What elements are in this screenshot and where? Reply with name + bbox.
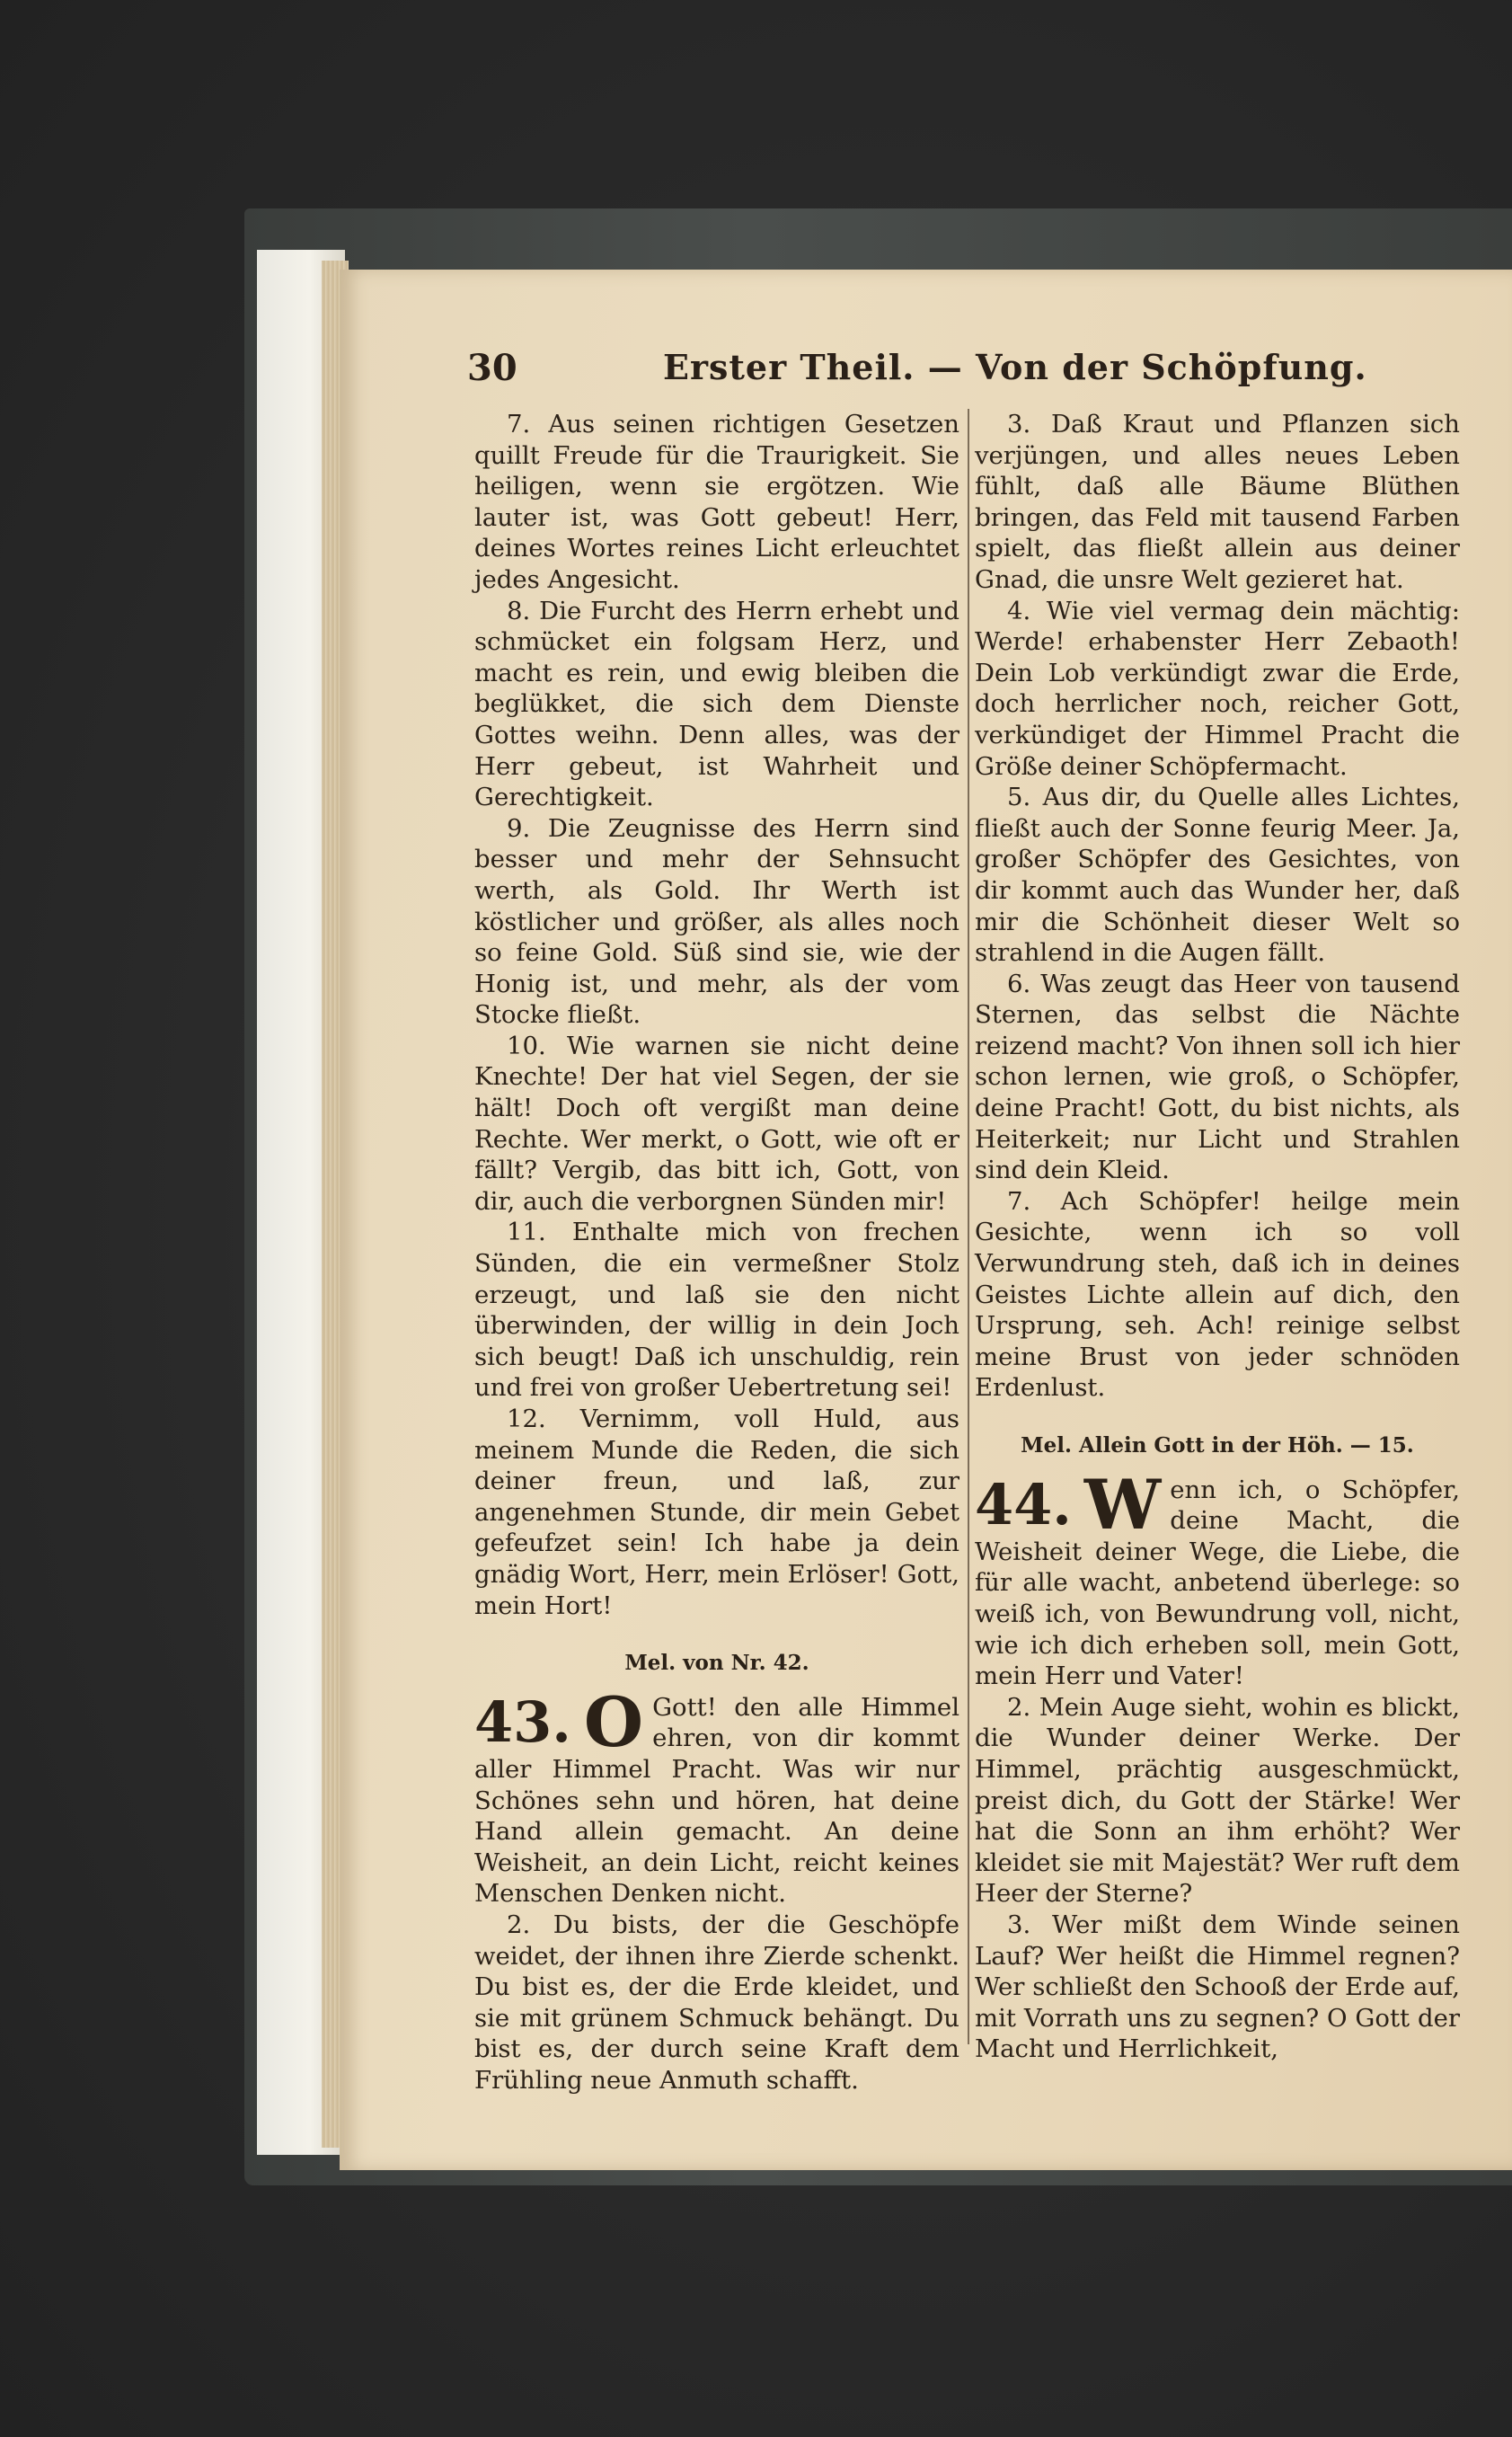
hymn-number: 43. bbox=[474, 1688, 571, 1755]
hymn-first-verse: Gott! den alle Himmel ehren, von dir kommt aller Himmel Pracht. Was wir nur Schönes sehn und hören, hat deine Hand allein gemacht. An deine Weisheit, an dein Licht, reicht keines Menschen Denken nicht. bbox=[474, 1692, 959, 1909]
verse: 12. Vernimm, voll Huld, aus meinem Munde die Reden, die sich deiner freun, und laß, zur angenehmen Stunde, dir mein Gebet gefeufzet sein! Ich habe ja dein gnädig Wort, Herr, mein Erlöser! Gott, mein Hort! bbox=[474, 1405, 959, 1620]
verse: 8. Die Furcht des Herrn erhebt und schmücket ein folgsam Herz, und macht es rein, und ewig bleiben die beglükket, die sich dem Dienste Gottes weihn. Denn alles, was der Herr gebeut, ist Wahrheit und Gerechtigkeit. bbox=[474, 596, 959, 812]
drop-cap: W bbox=[1083, 1464, 1162, 1545]
verse: 7. Ach Schöpfer! heilge mein Gesichte, wenn ich so voll Verwundrung steh, daß ich in deines Geistes Lichte allein auf dich, den Ursprung, seh. Ach! reinige selbst meine Brust von jeder schnöden Erdenlust. bbox=[975, 1186, 1460, 1403]
verse: 7. Aus seinen richtigen Gesetzen quillt Freude für die Traurigkeit. Sie heiligen, wenn sie ergötzen. Wie lauter ist, was Gott gebeut! Herr, deines Wortes reines Licht erleuchtet jedes Angesicht. bbox=[474, 410, 959, 594]
verse: 5. Aus dir, du Quelle alles Lichtes, fließt auch der Sonne feurig Meer. Ja, großer Schöpfer des Gesichtes, von dir kommt auch das Wunder her, daß mir die Schönheit dieser Welt so strahlend in die Augen fällt. bbox=[975, 783, 1460, 968]
right-column bbox=[975, 409, 1460, 2065]
left-column bbox=[474, 409, 959, 2096]
page-header bbox=[467, 341, 1500, 404]
verse: 10. Wie warnen sie nicht deine Knechte! Der hat viel Segen, der sie hält! Doch oft vergißt man deine Rechte. Wer merkt, o Gott, wie oft er fällt? Vergib, das bitt ich, Gott, von dir, auch die verborgnen Sünden mir! bbox=[474, 1031, 959, 1216]
drop-cap: O bbox=[583, 1681, 644, 1762]
column-divider bbox=[968, 409, 969, 2044]
page-number: 30 bbox=[467, 347, 517, 389]
verse: 3. Daß Kraut und Pflanzen sich verjüngen, und alles neues Leben fühlt, daß alle Bäume Blüthen bringen, das Feld mit tausend Farben spielt, das fließt allein aus deiner Gnad, die unsre Welt gezieret hat. bbox=[975, 410, 1460, 594]
verse: 6. Was zeugt das Heer von tausend Sternen, das selbst die Nächte reizend macht? Von ihnen soll ich hier schon lernen, wie groß, o Schöpfer, deine Pracht! Gott, du bist nichts, als Heiterkeit; nur Licht und Strahlen sind dein Kleid. bbox=[975, 969, 1460, 1185]
hymn-44 bbox=[975, 1464, 1460, 1692]
verse: 9. Die Zeugnisse des Herrn sind besser und mehr der Sehnsucht werth, als Gold. Ihr Werth ist köstlicher und größer, als alles noch so feine Gold. Süß sind sie, wie der Honig ist, und mehr, als der vom Stocke fließt. bbox=[474, 813, 959, 1030]
melody-line: Mel. Allein Gott in der Höh. — 15. bbox=[1021, 1433, 1414, 1458]
hymn-number: 44. bbox=[975, 1471, 1072, 1538]
melody-line: Mel. von Nr. 42. bbox=[624, 1651, 809, 1676]
running-title: Erster Theil. — Von der Schöpfung. bbox=[663, 347, 1367, 387]
verse: 2. Mein Auge sieht, wohin es blickt, die Wunder deiner Werke. Der Himmel, prächtig ausgeschmückt, preist dich, du Gott der Stärke! Wer hat die Sonn an ihm erhöht? Wer kleidet sie mit Majestät? Wer ruft dem Heer der Sterne? bbox=[975, 1692, 1460, 1909]
verse: 4. Wie viel vermag dein mächtig: Werde! erhabenster Herr Zebaoth! Dein Lob verkündigt zwar die Erde, doch herrlicher noch, reicher Gott, verkündiget der Himmel Pracht die Größe deiner Schöpfermacht. bbox=[975, 596, 1460, 781]
verse: 3. Wer mißt dem Winde seinen Lauf? Wer heißt die Himmel regnen? Wer schließt den Schooß der Erde auf, mit Vorrath uns zu segnen? O Gott der Macht und Herrlichkeit, bbox=[975, 1910, 1460, 2064]
verse: 2. Du bists, der die Geschöpfe weidet, der ihnen ihre Zierde schenkt. Du bist es, der die Erde kleidet, und sie mit grünem Schmuck behängt. Du bist es, der durch seine Kraft dem Frühling neue Anmuth schafft. bbox=[474, 1910, 959, 2095]
hymn-first-verse: enn ich, o Schöpfer, deine Macht, die Weisheit deiner Wege, die Liebe, die für alle wacht, anbetend überlege: so weiß ich, von Bewundrung voll, nicht, wie ich dich erheben soll, mein Gott, mein Herr und Vater! bbox=[975, 1475, 1460, 1691]
hymn-43 bbox=[474, 1681, 959, 1910]
verse: 11. Enthalte mich von frechen Sünden, die ein vermeßner Stolz erzeugt, und laß sie den nicht überwinden, der willig in dein Joch sich beugt! Daß ich unschuldig, rein und frei von großer Uebertretung sei! bbox=[474, 1218, 959, 1403]
